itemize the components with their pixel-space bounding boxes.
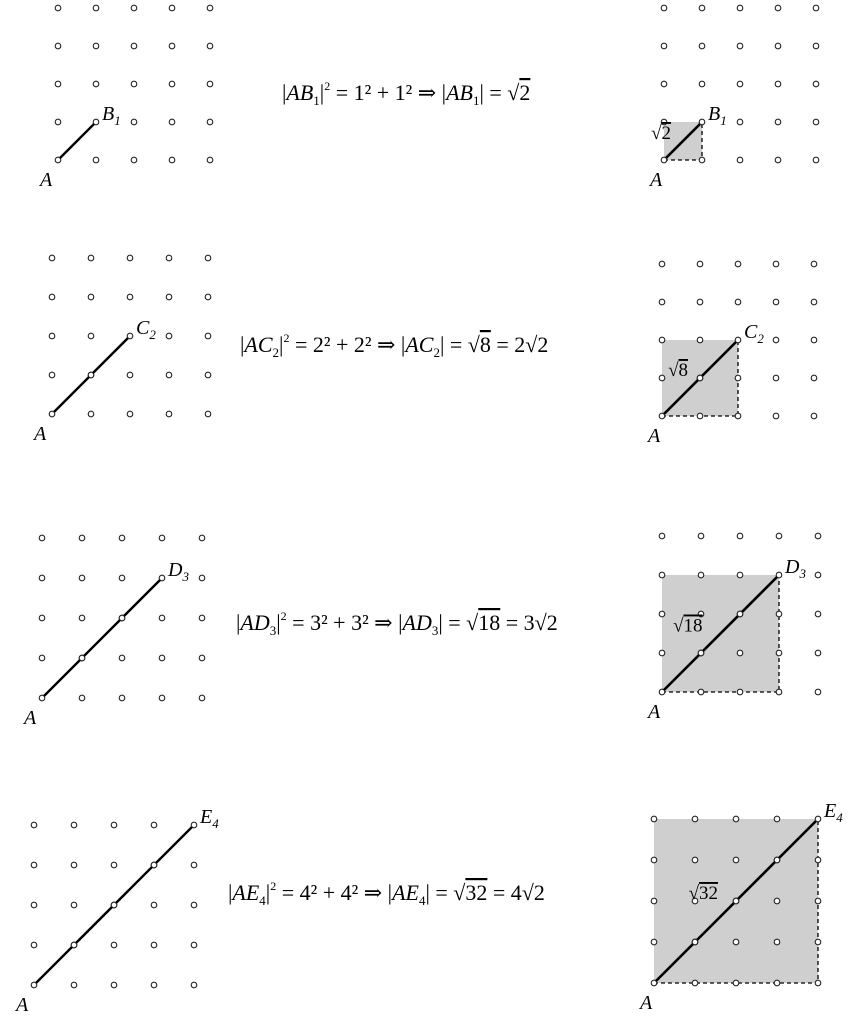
lattice-dot [813, 43, 819, 49]
left-lattice-row-4 [14, 806, 219, 1016]
lattice-dot [815, 857, 821, 863]
lattice-dot [31, 822, 37, 828]
lattice-dot [815, 898, 821, 904]
lattice-dot [737, 572, 743, 578]
lattice-dot-on-segment [815, 816, 821, 822]
radical-label: √2 [651, 123, 671, 144]
lattice-dot [207, 119, 213, 125]
lattice-dot [119, 695, 125, 701]
lattice-dot [698, 533, 704, 539]
lattice-dot [697, 413, 703, 419]
lattice-dot [205, 333, 211, 339]
origin-label: A [40, 169, 53, 191]
lattice-dot [49, 333, 55, 339]
lattice-dot [39, 615, 45, 621]
lattice-dot [813, 81, 819, 87]
diagonal-segment [42, 578, 162, 698]
lattice-dot [773, 375, 779, 381]
lattice-dot-on-segment [733, 898, 739, 904]
left-lattice-row-3 [22, 535, 205, 729]
lattice-dot [776, 533, 782, 539]
lattice-dot [49, 372, 55, 378]
lattice-dot [169, 119, 175, 125]
lattice-dot [775, 5, 781, 11]
lattice-dot [31, 902, 37, 908]
lattice-dot [698, 689, 704, 695]
lattice-dot [775, 43, 781, 49]
origin-label: A [648, 425, 661, 447]
lattice-dot [811, 375, 817, 381]
lattice-dot [127, 294, 133, 300]
lattice-dot [205, 411, 211, 417]
lattice-dot [159, 695, 165, 701]
lattice-dot-on-segment [698, 650, 704, 656]
lattice-dot [773, 337, 779, 343]
lattice-dot [169, 43, 175, 49]
distance-equation: $|AB_1|^2 = 1^2 + 1^2$ ⇒ $|AB_1| = √2$ [282, 79, 531, 108]
lattice-dot [697, 299, 703, 305]
lattice-dot [815, 939, 821, 945]
lattice-dot [699, 43, 705, 49]
lattice-dot [131, 119, 137, 125]
lattice-dot [166, 411, 172, 417]
lattice-dot [651, 898, 657, 904]
origin-label: A [16, 994, 29, 1016]
right-square-row-4 [638, 800, 843, 1014]
lattice-dot [71, 982, 77, 988]
distance-equation: $|AE_4|^2 = 4^2 + 4^2$ ⇒ $|AE_4| = √32 = 4√2$ [228, 879, 545, 908]
left-lattice-row-2 [32, 255, 211, 445]
lattice-dot [659, 650, 665, 656]
lattice-dot [131, 157, 137, 163]
lattice-dot [119, 655, 125, 661]
lattice-dot [774, 939, 780, 945]
right-square-row-3 [646, 533, 821, 723]
lattice-dot [191, 862, 197, 868]
lattice-dot [659, 337, 665, 343]
lattice-dot [31, 862, 37, 868]
lattice-dot [169, 5, 175, 11]
lattice-dot [93, 43, 99, 49]
lattice-dot [813, 157, 819, 163]
lattice-dot [111, 982, 117, 988]
lattice-dot [811, 299, 817, 305]
lattice-dot [811, 413, 817, 419]
lattice-dot [737, 533, 743, 539]
lattice-dot [199, 535, 205, 541]
origin-label: A [648, 701, 661, 723]
lattice-dot-on-segment [774, 857, 780, 863]
right-square-row-1 [648, 5, 819, 191]
lattice-dot [166, 372, 172, 378]
endpoint-label: $C_2$ [136, 317, 156, 342]
lattice-dot [733, 816, 739, 822]
lattice-dot [776, 650, 782, 656]
lattice-dot [776, 611, 782, 617]
lattice-dot [199, 575, 205, 581]
lattice-dot [651, 857, 657, 863]
lattice-dot [207, 5, 213, 11]
lattice-dot [735, 299, 741, 305]
lattice-dot [159, 655, 165, 661]
lattice-dot [813, 5, 819, 11]
lattice-dot [151, 982, 157, 988]
diagonal-segment [58, 122, 96, 160]
lattice-dot [699, 5, 705, 11]
lattice-dot-on-segment [111, 902, 117, 908]
lattice-dot [651, 939, 657, 945]
lattice-dot [776, 689, 782, 695]
lattice-dot [659, 611, 665, 617]
left-lattice-row-1 [38, 5, 213, 191]
origin-label: A [24, 707, 37, 729]
radical-label: √18 [673, 615, 703, 637]
lattice-dot [49, 294, 55, 300]
lattice-dot [659, 261, 665, 267]
lattice-dot [79, 695, 85, 701]
lattice-dot [692, 816, 698, 822]
lattice-dot [735, 413, 741, 419]
lattice-dot-on-segment [31, 982, 37, 988]
lattice-dot [71, 822, 77, 828]
lattice-dot [737, 650, 743, 656]
lattice-dot [811, 337, 817, 343]
lattice-dot [151, 902, 157, 908]
lattice-dot [31, 942, 37, 948]
lattice-dot [55, 81, 61, 87]
lattice-dot [88, 411, 94, 417]
lattice-dot [699, 81, 705, 87]
lattice-dot [661, 5, 667, 11]
lattice-dot [773, 261, 779, 267]
lattice-dot [737, 43, 743, 49]
lattice-dot [93, 5, 99, 11]
lattice-dot [199, 655, 205, 661]
lattice-dot [191, 982, 197, 988]
lattice-dot [159, 535, 165, 541]
lattice-dot [39, 535, 45, 541]
lattice-dot [661, 81, 667, 87]
lattice-dot [737, 689, 743, 695]
lattice-dot-on-segment [151, 862, 157, 868]
lattice-dot [39, 655, 45, 661]
lattice-dot [774, 980, 780, 986]
lattice-dot [815, 611, 821, 617]
lattice-dot [661, 43, 667, 49]
lattice-dot-on-segment [88, 372, 94, 378]
lattice-dot-on-segment [659, 413, 665, 419]
distance-equation: $|AC_2|^2 = 2^2 + 2^2$ ⇒ $|AC_2| = √8 = 2√2$ [240, 331, 549, 360]
lattice-dot [651, 816, 657, 822]
lattice-dot [159, 615, 165, 621]
lattice-dot [775, 157, 781, 163]
lattice-dot [737, 5, 743, 11]
lattice-dot-on-segment [735, 337, 741, 343]
lattice-dot [79, 615, 85, 621]
lattice-dot [811, 261, 817, 267]
lattice-dot [71, 862, 77, 868]
lattice-dot [169, 157, 175, 163]
lattice-dot [205, 294, 211, 300]
lattice-dot-on-segment [127, 333, 133, 339]
origin-label: A [640, 992, 653, 1014]
lattice-dot [55, 5, 61, 11]
lattice-dot [692, 980, 698, 986]
lattice-dot-on-segment [191, 822, 197, 828]
radical-label: √32 [688, 883, 718, 904]
endpoint-label: $C_2$ [744, 321, 764, 346]
lattice-dot-on-segment [692, 939, 698, 945]
lattice-dot-on-segment [651, 980, 657, 986]
lattice-dot [733, 857, 739, 863]
lattice-dot [119, 535, 125, 541]
lattice-dot [659, 375, 665, 381]
lattice-dot [659, 572, 665, 578]
lattice-dot [774, 898, 780, 904]
lattice-dot-on-segment [93, 119, 99, 125]
lattice-dot [697, 261, 703, 267]
radical-label: √8 [668, 360, 688, 381]
endpoint-label: $B_1$ [102, 103, 121, 128]
lattice-dot [813, 119, 819, 125]
lattice-dot [737, 157, 743, 163]
lattice-dot [207, 43, 213, 49]
lattice-dot [815, 980, 821, 986]
lattice-dot [111, 862, 117, 868]
lattice-dot [733, 939, 739, 945]
lattice-dot [692, 857, 698, 863]
lattice-dot [131, 5, 137, 11]
lattice-dot [49, 255, 55, 261]
lattice-dot-on-segment [55, 157, 61, 163]
origin-label: A [650, 169, 663, 191]
lattice-dot [119, 575, 125, 581]
lattice-dot [775, 81, 781, 87]
lattice-dot [659, 533, 665, 539]
lattice-dot [207, 81, 213, 87]
lattice-dot [659, 299, 665, 305]
lattice-dot [733, 980, 739, 986]
lattice-dot [737, 81, 743, 87]
distance-equation: $|AD_3|^2 = 3^2 + 3^2$ ⇒ $|AD_3| = √18 = 3√2$ [236, 609, 558, 638]
lattice-dot-on-segment [776, 572, 782, 578]
lattice-dot [773, 413, 779, 419]
lattice-dot [166, 333, 172, 339]
lattice-dot [39, 575, 45, 581]
lattice-dot [815, 650, 821, 656]
lattice-dot [111, 822, 117, 828]
lattice-dot [55, 119, 61, 125]
lattice-dot-on-segment [699, 119, 705, 125]
endpoint-label: $D_3$ [785, 556, 806, 581]
lattice-dot-on-segment [159, 575, 165, 581]
origin-label: A [34, 423, 47, 445]
right-square-row-2 [646, 261, 817, 447]
lattice-dot [199, 695, 205, 701]
lattice-dot [127, 255, 133, 261]
lattice-dot-on-segment [49, 411, 55, 417]
endpoint-label: $E_4$ [200, 806, 219, 831]
lattice-dot [131, 81, 137, 87]
lattice-dot-on-segment [39, 695, 45, 701]
lattice-dot [207, 157, 213, 163]
lattice-dot [737, 119, 743, 125]
lattice-dot-on-segment [659, 689, 665, 695]
lattice-dot [774, 816, 780, 822]
lattice-dot [815, 533, 821, 539]
endpoint-label: $B_1$ [708, 103, 727, 128]
lattice-dot [775, 119, 781, 125]
lattice-dot [131, 43, 137, 49]
lattice-dot [79, 575, 85, 581]
lattice-dot [815, 689, 821, 695]
endpoint-label: $E_4$ [824, 800, 843, 825]
lattice-dot [111, 942, 117, 948]
lattice-dot [169, 81, 175, 87]
lattice-dot [79, 535, 85, 541]
lattice-dot [88, 255, 94, 261]
lattice-dot [205, 372, 211, 378]
lattice-dot-on-segment [119, 615, 125, 621]
lattice-dot [166, 294, 172, 300]
lattice-dot [88, 294, 94, 300]
lattice-dot [88, 333, 94, 339]
lattice-dot [735, 375, 741, 381]
lattice-dot [205, 255, 211, 261]
lattice-dot-on-segment [79, 655, 85, 661]
lattice-dot [166, 255, 172, 261]
lattice-dot [191, 942, 197, 948]
lattice-dot [697, 337, 703, 343]
lattice-dot-on-segment [661, 157, 667, 163]
lattice-dot [151, 822, 157, 828]
endpoint-label: $D_3$ [168, 559, 189, 584]
lattice-dot [127, 411, 133, 417]
lattice-dot [55, 43, 61, 49]
lattice-dot [93, 157, 99, 163]
lattice-dot [199, 615, 205, 621]
lattice-dot [735, 261, 741, 267]
lattice-dot [773, 299, 779, 305]
lattice-dot [93, 81, 99, 87]
lattice-dot [127, 372, 133, 378]
lattice-dot [699, 157, 705, 163]
lattice-dot-on-segment [71, 942, 77, 948]
lattice-dot [191, 902, 197, 908]
lattice-dot [815, 572, 821, 578]
lattice-dot-on-segment [737, 611, 743, 617]
lattice-dot [71, 902, 77, 908]
lattice-dot-on-segment [697, 375, 703, 381]
lattice-dot [698, 572, 704, 578]
lattice-dot [151, 942, 157, 948]
